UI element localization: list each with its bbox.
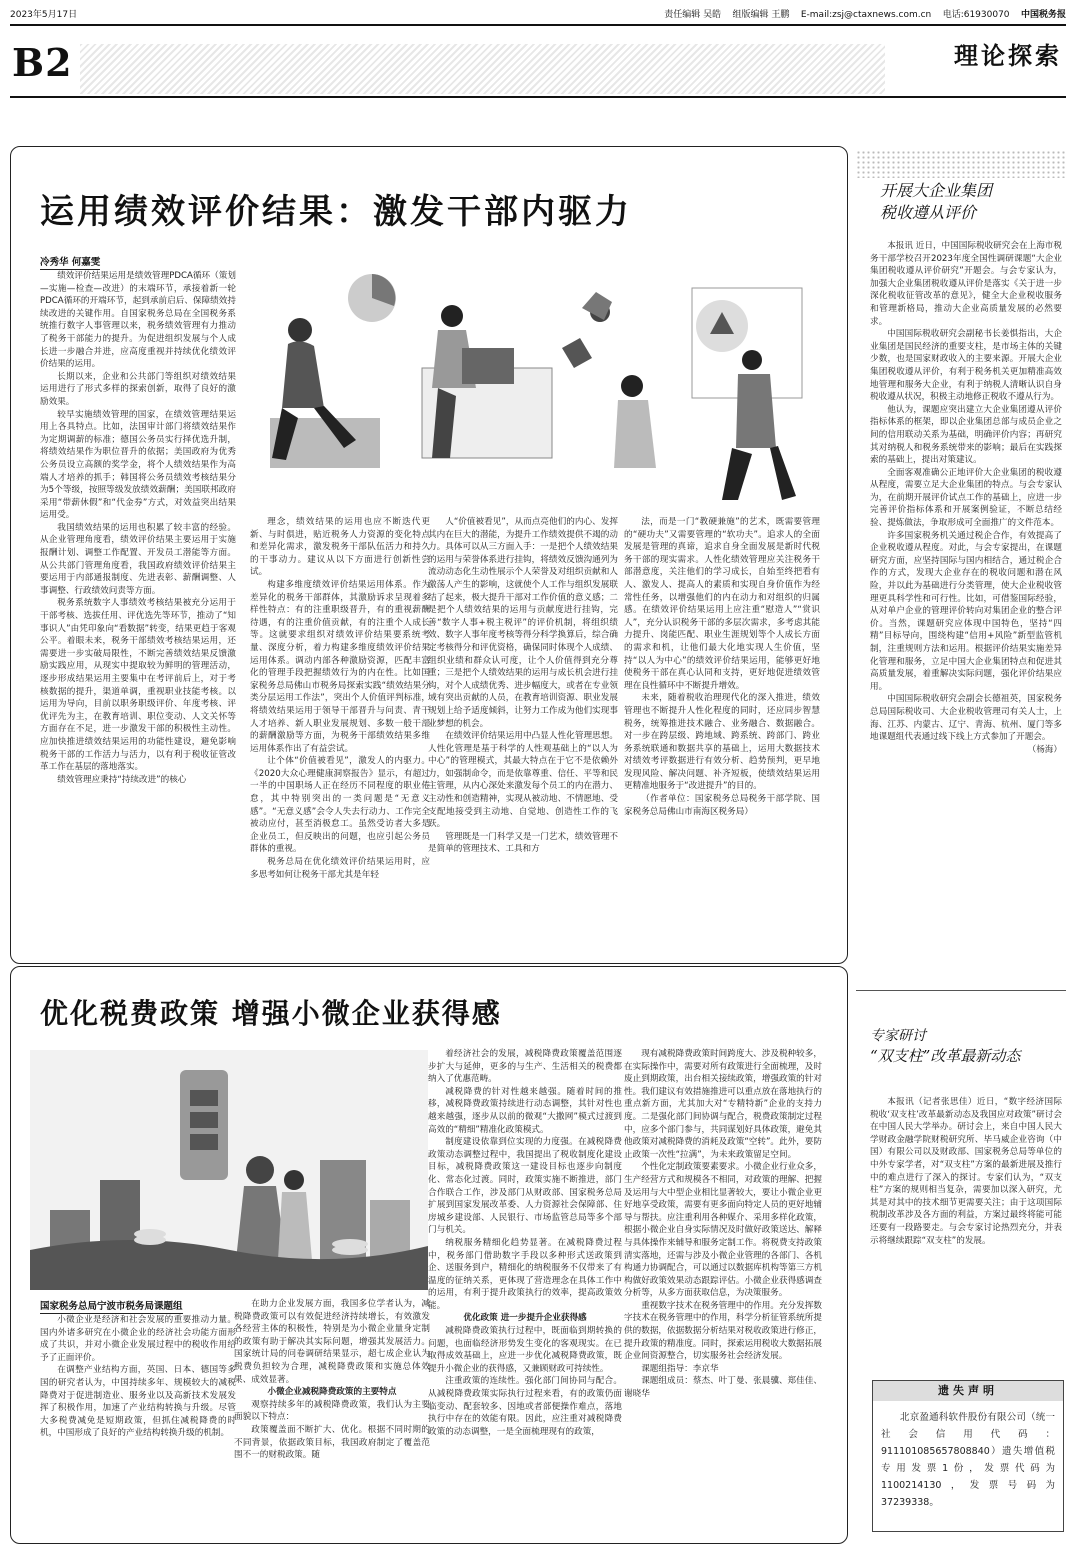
article-1-column-1 [40,270,236,955]
paragraph: 注重政策的连续性。强化部门间协同与配合。从减税降费政策实际执行过程来看，有的政策仍面临变动、配套较多、因地或者部便操作难点，落地执行中存在的效能有限。因此，应注重对减税降费政策的动态调整，一是全面梳理现有的政策， [428,1376,622,1437]
paragraph: 本报讯（记者张思佳）近日，“数字经济国际税收‘双支柱’改革最新动态及我国应对政策”研讨会在中国人民大学举办。研讨会上，来自中国人民大学财政金融学院财税研究所、毕马威企业咨询（中国）有限公司以及财政部、国家税务总局等单位的中外专家学者，对“双支柱”方案的最新进展及推行中的难点进行了深入的探讨。专家们认为，“双支柱”方案的规则相当复杂，需要加以深入研究，尤其是对其中的技术细节更需要关注；由于这项国际税制改革涉及各方面的利益，方案过最终将能可能还要有一段路要走。与会专家讨论热烈充分，并表示将继续跟踪“双支柱”的发展。 [870,1097,1062,1246]
page-number: B2 [12,40,73,85]
paragraph: 许多国家税务机关通过税企合作，有效提高了企业税收遵从程度。对此，与会专家提出，在课题研究方面，应坚持国际与国内相结合，通过税企合作的方式，发现大企业存在的税收问题和潜在风险，并以此为基础进行分类管理，使大企业税收管理更具科学性和可行性。比如，可借鉴国际经验，从对单户企业的管理评价转向对集团企业的整合评价。当然，课题研究应体现中国特色，坚持“四精”目标导向，围绕构建“信用+风险”新型监管机制，注重规则方法和运用。根据评价结果实施差异化管理和服务，立足中国大企业集团特点和促进其高质量发展，着重解决实际问题，强化评价结果应用。 [870,530,1062,692]
article-1-column-4 [624,516,820,956]
sidebar-1-title [880,180,1060,224]
sidebar-ornament [856,150,1066,178]
article-2-column-3 [428,1048,622,1536]
article-2-column-2 [234,1298,430,1536]
paragraph: 减税降费的针对性越来越强。随着时间的推移，减税降费政策持续进行动态调整，其针对性也越来越强，逐步从以前的微观“大撒网”模式过渡到高效的“精细”精准化政策模式。 [428,1086,622,1135]
paragraph: 在助力企业发展方面，我国多位学者认为，减税降费政策可以有效促进经济持续增长，有效激发各经营主体的积极性，特别是为小微企业量身定制的政策有助于解决其实际问题，增强其发展活力。国家统计局的问卷调研结果显示，超七成企业认为税费负担较为合理，减税降费政策和实施总体效果、成效显著。 [234,1299,430,1385]
paragraph: 课题组指导：李京华 [641,1363,719,1374]
layout-editor: 组版编辑 王鹏 [732,10,790,20]
top-rule [10,24,1066,26]
paragraph: 政策覆盖面不断扩大、优化。根据不同时期的不同背景，依据政策目标，我国政府制定了覆盖范围不一的财税政策。随 [234,1424,430,1461]
paragraph: 税务系统数字人事绩效考核结果被充分运用于干部考核、选拔任用、评优选先等环节，推动了“知事识人”由凭印象向“看数据”转变，结果更趋于客观公平。着眼未来，税务干部绩效考核结果运用，还需要进一步实破局限性，不断完善绩效结果反馈激励实践应用，从现实中提取较为鲜明的管理活动，逐步形成结果运用主要集中在考评前后上，对于考核数据的提升，渠道单调，重视职业技能考核。以运用为导向，目前以职务职级评价、年度考核、评优评先为主，在教育培训、职位变动、人文关怀等方面存在不足，进一步激发干部的积极性主动性。应加快推进绩效结果运用的功能性建设，避免影响税务干部的工作活力与活力，以有利于税收征管改革工作在基层的落地落实。 [40,598,236,773]
sidebar-1-title-line-2: 税收遵从评价 [880,203,977,222]
people-working-illustration [252,268,832,508]
article-2-column-1 [40,1314,236,1536]
paragraph: 构建多维度绩效评价结果运用体系。作为差异化的税务干部群体，其激励诉求呈现着多样性特点：有的注重职级晋升，有的重视薪酬待遇，有的注重价值贡献，有的注重个人成长等。这就要求组织对绩效评价结果要系统考量、深度分析，着力构建多维度绩效评价结果运用体系。调动内部各种激励资源，匹配丰富化的管理手段把握绩效行为的内在性。比如国家税务总局佛山市税务局探索实践“绩效结果分类分层运用工作法”，突出个人价值评判标准，将绩效结果运用于领导干部晋升与问责、青干人才培养、新人职业发展规划、多数一般干部的薪酬激励等方面，为税务干部绩效结果多维运用体系作出了有益尝试。 [250,579,430,754]
paragraph: 重视数字技术在税务管理中的作用。充分发挥数字技术在税务管理中的作用，科学分析征管系统所提供的数据，依据数据分析结果对税收政策进行修正，提升政策的精准度。同时，探索运用税收大数据拓展企业间资源整合，切实服务社会经济发展。 [624,1300,822,1362]
paragraph: 着经济社会的发展，减税降费政策覆盖范围逐步扩大与延伸，更多的与生产、生活相关的税费都纳入了优惠范畴。 [428,1049,622,1085]
subheading: 优化政策 进一步提升企业获得感 [463,1313,587,1324]
paragraph: 我国绩效结果的运用也积累了较丰富的经验。从企业管理角度看，绩效评价结果主要运用于实施报酬计划、调整工作配置、开发员工潜能等方面。从公共部门管理角度看，我国政府绩效评价结果主要运用于内部通报制度、先进表彰、薪酬调整、人事调整、行政绩效问责等方面。 [40,522,236,596]
paragraph: 小微企业是经济和社会发展的重要推动力量。国内外诸多研究在小微企业的经济社会功能方面形成了共识，并对小微企业发展过程中的税收作用给予了正面评价。 [40,1315,236,1363]
header-ornament [80,44,885,94]
header-rule [10,96,1066,98]
paragraph: 绩效管理应秉持“持续改进”的核心 [57,774,187,785]
article-1-column-2 [250,516,430,956]
phone: 电话:61930070 [942,10,1010,20]
lost-notice-body: 北京盈通科软件股份有限公司（统一社会信用代码：911101085657808840）遗失增值税专用发票1份，发票代码为1100214130，发票号码为37239338。 [881,1412,1055,1508]
paragraph: 减税降费政策执行过程中，既面临到期转换的问题，也面临经济形势发生变化的客观现实。在已取得成效基础上，应进一步优化减税降费政策，既提升小微企业的获得感，又兼顾财政可持续性。 [428,1326,622,1374]
paragraph: 制度建设依靠到位实现的力度强。在减税降费政策动态调整过程中，我国提出了税收制度化建设目标，减税降费政策这一建设目标也逐步向制度化、常态化过渡。同时，政策实施不断推进，部门合作联合工作，涉及部门从财政部、国家税务总局扩展到国家发展改革委、人力资源社会保障部、住房城乡建设部、人民银行、市场监管总局等多个部门与机关。 [428,1137,622,1236]
paragraph: 本报讯 近日，中国国际税收研究会在上海市税务干部学校召开2023年度全国性调研课题“大企业集团税收遵从评价研究”开题会。与会专家认为，加强大企业集团税收遵从评价是落实《关于进一步深化税收征管改革的意见》，健全大企业税收服务和管理新格局，推动大企业高质量发展的必然要求。 [870,241,1062,327]
masthead-info [664,8,1066,22]
editor: 责任编辑 吴皓 [664,10,722,20]
paragraph: 现有减税降费政策时间跨度大、涉及税种较多，在实际操作中，需要对所有政策进行全面梳理，及时废止到期政策，出台相关接续政策，增强政策的针对性。我们建议有效措施推进可以重点放在落地执行的重点新方面，尤其加大对“专精特新”企业的支持力度。二是强化部门间协调与配合，税费政策制定过程中，应多个部门参与，共同谋划好具体政策，避免其他政策对减税降费的消耗及政策“空转”。此外，要防止政策一次性“拉满”，为未来政策留足空间。 [624,1049,822,1160]
paragraph: 绩效评价结果运用是绩效管理PDCA循环（策划—实施—检查—改进）的末端环节，承接着新一轮PDCA循环的开端环节，起到承前启后、保障绩效持续改进的关键作用。自国家税务总局在全国税务系统推行数字人事管理以来，税务绩效管理有力推动了税务干部能力的提升。为促进组织发展与个人成长进一步融合并进，应高度重视并持续优化绩效评价结果的运用。 [40,271,236,370]
sidebar-1-title-line-1: 开展大企业集团 [880,181,993,200]
paragraph: 课题组成员：蔡杰、叶丁曼、张晨骥、郑佳佳、谢晓华 [624,1376,822,1400]
paragraph: 中国国际税收研究会副秘书长姜惧指出，大企业集团是国民经济的重要支柱，是市场主体的关键少数，也是国家财政收入的主要来源。开展大企业集团税收遵从评价，有利于税务机关更加精准高效地管理和服务大企业，有利于纳税人清晰认识自身税收遵从状况，积极主动地修正税收不遵从行为。 [870,329,1062,403]
paragraph: 人“价值被看见”，从而点亮他们的内心、发挥其内在巨大的潜能，为提升工作绩效提供不竭的动力。具体可以从三方面入手：一是把个人绩效结果的运用与荣誉体系进行挂钩，将绩效反馈沟通列为流动动态化生动性展示个人荣誉及对组织贡献和人激荡人产生的影响，这就使个人工作与组织发展联结了起来，极大提升干部对工作价值的意义感；二是把个人绩效结果的运用与贡献度进行挂钩，完善“数字人事+税主税评”的评价机制，将组织绩效、数字人事年度考核等得分科学换算后，综合确定考核得分和评优资格，确保同时体现个人成绩、组织业绩和群众认可度，让个人价值得到充分尊重；三是把个人绩效结果的运用与成长机会进行挂钩，对个人成绩优秀、进步幅度大，或者在专业领域有突出贡献的人员，在教育培训资源、职业发展规划上给予适度倾斜，让努力工作成为他们实现事业梦想的机会。 [428,517,618,729]
paragraph: 未来，随着税收治理现代化的深入推进，绩效管理也不断提升人性化程度的同时，还应同步智慧税务，统筹推进技术融合、业务融合、数据融合。对一步在跨层级、跨地域、跨系统、跨部门、跨业务系统联通和数据共享的基础上，运用大数据技术对绩效考评数据进行有效分析、趋势预判，更早地发现风险、解决问题、补齐短板，使绩效结果运用更精准地服务于“改进提升”的目的。 [624,693,820,792]
subheading: 小微企业减税降费政策的主要特点 [267,1387,397,1398]
sidebar-2-body [870,1096,1062,1332]
paragraph: 在调整产业结构方面，英国、日本、德国等多国的研究者认为，中国持续多年、规模较大的减税降费对于促进制造业、服务业以及高新技术发展发挥了积极作用，加速了产业结构转换与升级。尽管大多税费减免是短期政策，但抓住减税降费的时机，中国形成了良好的产业结构转换升级的机制。 [40,1365,236,1439]
article-1-column-3 [428,516,618,956]
paragraph: 长期以来，企业和公共部门等组织对绩效结果运用进行了形式多样的探索创新，取得了良好的激励效果。 [40,371,236,407]
paragraph: 他认为，课题应突出建立大企业集团遵从评价指标体系的框架，即以企业集团总部与成员企业之间的信用联动关系为基础，明确评价内容；再研究其对纳税人和税务系统带来的影响；最后在实践探索的基础上，提出对策建议。 [870,404,1062,466]
section-title: 理论探索 [954,41,1062,70]
sidebar-2-kicker: 专家研讨 [870,1028,926,1044]
paragraph: 法，而是一门“教硬兼施”的艺术，既需要管理的“硬功夫”又需要管理的“软功夫”。追求人的全面发展是管理的真谛，追求自身全面发展是新时代税务干部的现实需求。人性化绩效管理应关注税务干部潜意度，关注他们的学习成长，自始至终把看有人、激发人、提高人的素质和实现自身价值作为经常性任务，以增强他们的内在动力和对组织的归属感。在绩效评价结果运用上应注重“慰造人”“赏识人”，充分认识税务干部的多层次需求，多考虑其能力提升、岗能匹配、职业生涯规划等个人成长方面的需求和机，让他们最大化地实现人生价值，坚持“以人为中心”的绩效评价结果运用，能够更好地使税务干部在真心认同和支持，更好地促进绩效管理在良性循环中不断提升增效。 [624,517,820,691]
paragraph: 税务总局在优化绩效评价结果运用时，应多思考如何让税务干部尤其是年轻 [250,857,430,880]
article-2-title: 优化税费政策 增强小微企业获得感 [40,997,502,1030]
article-1-byline: 冷秀华 何嘉雯 [40,254,100,270]
article-2-illustration [30,1050,428,1290]
signature: （杨海） [1027,744,1062,755]
paragraph: 理念，绩效结果的运用也应不断迭代更新、与时俱进，贴近税务人力资源的变化特点和差异化需求，激发税务干部队伍活力和持久的干事动力。建议从以下方面进行创新性尝试。 [250,517,430,578]
small-business-illustration [30,1050,428,1290]
article-1-illustration [252,268,832,508]
paragraph: 管理既是一门科学又是一门艺术，绩效管理不是简单的管理技术、工具和方 [428,831,618,855]
paragraph: 中国国际税收研究会副会长德祖英，国家税务总局国际税收司、大企业税收管理司有关人士，上海、江苏、内蒙古、辽宁、青海、杭州、厦门等多地课题组代表通过线下线上方式参加了开题会。 [870,694,1062,743]
paragraph: 全面客观准确公正地评价大企业集团的税收遵从程度，需要立足大企业集团的特点。与会专家认为，在前期开展评价试点工作的基础上，应进一步完善评价指标体系和开展案例验证，不断总结经验、提炼做法，争取形成可全面推广的文件范本。 [870,467,1062,529]
issue-date: 2023年5月17日 [10,10,78,20]
article-1-title: 运用绩效评价结果：激发干部内驱力 [40,192,632,232]
paragraph: 在绩效评价结果运用中凸显人性化管理思想。人性化管理是基于科学的人性观基础上的“以人为中心”的管理模式，其最大特点在于它不是依赖外力，如强制命令，而是依靠尊重、信任、平等和民主管理，从内心深处来激发每个员工的内在潜力、主动性和创造精神，实现从被动地、不情愿地、受支配地接受到主动地、自觉地、创造性工作的飞跃。 [428,731,618,830]
paragraph: 观察持续多年的减税降费政策，我们认为主要面貌以下特点： [234,1399,430,1423]
sidebar-divider [856,990,1066,991]
newspaper-name: 中国税务报 [1020,10,1066,20]
paragraph: 让个体“价值被看见”，激发人的内驱力。《2020大众心理健康洞察报告》显示，有超过一半的中国职场人正在经历不同程度的职业倦怠，其中特别突出的一类问题是“无意义感”。“无意义感”会令人失去行动力、工作完全被动应付，甚至消极怠工。虽然受访者大多是企业员工，但反映出的问题，也应引起公务员群体的重视。 [250,756,430,855]
sidebar-2-headline: “双支柱”改革最新动态 [870,1047,1021,1065]
lost-notice-box [872,1380,1064,1532]
paragraph: （作者单位：国家税务总局税务干部学院、国家税务总局佛山市南海区税务局） [624,794,820,817]
sidebar-2-title [870,1026,1060,1066]
paragraph: 个性化定制政策要素要求。小微企业行业众多，生产经营方式和规模各不相同，对政策的理解、把握及运用与大中型企业相比显著较大，要让小微企业更好地享受政策，需要有更多面向特定人员的更好地辅导与帮扶。应注重利用各种媒介、采用多样化政策，根据小微企业自身实际情况及时做好政策送达、解释与具体操作来辅导和服务定制工作。将税费支持政策清实落地，还需与涉及小微企业管理的各部门、各机构通力协调配合，可以通过以数据库机构等第三方机构做好政策效果动态跟踪评估。小微企业获得感调查分析等，从多方面获取信息，为决策服务。 [624,1162,822,1299]
email: E-mail:zsj@ctaxnews.com.cn [800,10,932,20]
article-2-column-4 [624,1048,822,1536]
article-2-byline: 国家税务总局宁波市税务局课题组 [40,1298,183,1314]
masthead [10,8,1066,22]
lost-notice-title: 遗失声明 [873,1381,1063,1401]
sidebar-1-body [870,240,1062,982]
paragraph: 较早实施绩效管理的国家，在绩效管理结果运用上各具特点。比如，法国审计部门将绩效结果作为定期调薪的标准；德国公务员实行择优选升制，将绩效结果作为职位晋升的依据；美国政府为优秀公务员设立高额的奖学金，将个人绩效结果作为高端人才培养的抓手；韩国将公务员绩效考核结果分为5个等级，按照等级发放绩效薪酬；美国联邦政府采用“带薪休假”和“代金券”方式，对效益突出结果运用受。 [40,409,236,521]
paragraph: 纳税服务精细化趋势显著。在减税降费过程中，税务部门借助数字手段以多种形式送政策到企、送服务到户，精细化的纳税服务不仅带来了有温度的征纳关系，更体现了营造理念在具体工作中的运用，有利于提升政策执行的效率，提高政策效能。 [428,1237,622,1311]
